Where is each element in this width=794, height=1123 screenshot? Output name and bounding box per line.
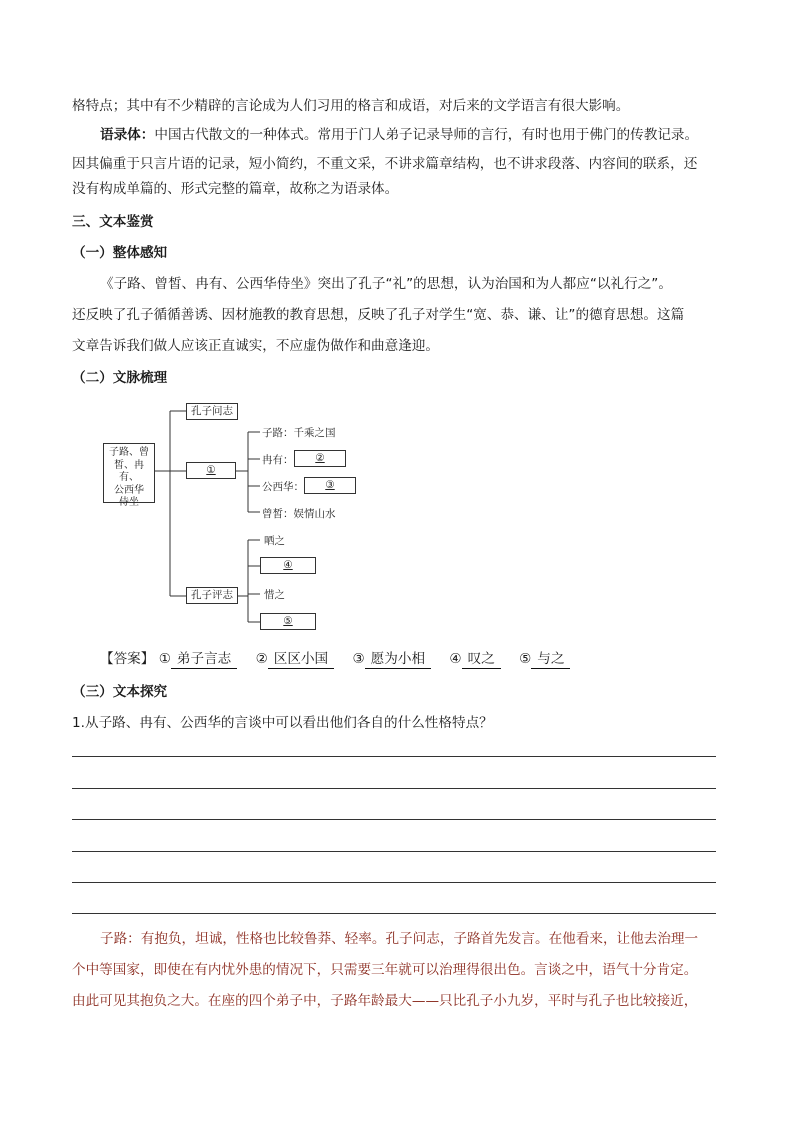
answer-line bbox=[72, 913, 716, 914]
root-line: 公西华 bbox=[114, 484, 144, 496]
box-confucius-comments: 孔子评志 bbox=[186, 587, 238, 604]
label-zilu: 子路：千乘之国 bbox=[262, 427, 336, 439]
label-zengxi: 曾皙：娱情山水 bbox=[262, 508, 336, 520]
paragraph-line: 因其偏重于只言片语的记录，短小简约，不重文采，不讲求篇章结构，也不讲求段落、内容间的联系，还 bbox=[72, 156, 698, 172]
blank-number-2: ② bbox=[315, 452, 325, 464]
box-blank-3 bbox=[304, 477, 356, 494]
reference-answer-line: 个中等国家，即使在有内忧外患的情况下，只需要三年就可以治理得很出色。言谈之中，语气十分肯定。 bbox=[72, 962, 698, 978]
answer-num: ④ bbox=[449, 651, 462, 667]
subsection-heading: （一）整体感知 bbox=[72, 245, 168, 261]
reference-text: 由此可见其抱负之大。在座的四个弟子中，子路年龄最大 bbox=[72, 993, 412, 1009]
answer-line bbox=[72, 851, 716, 852]
answer-row bbox=[100, 650, 584, 669]
answer-value: 区区小国 bbox=[268, 650, 334, 669]
reference-answer-line bbox=[72, 992, 732, 1010]
answer-line bbox=[72, 756, 716, 757]
root-line: 侍坐 bbox=[119, 497, 139, 508]
answer-line bbox=[72, 819, 716, 820]
term-definition: 中国古代散文的一种体式。常用于门人弟子记录导师的言行，有时也用于佛门的传教记录。 bbox=[154, 127, 699, 143]
root-line: 子路、曾 bbox=[109, 447, 149, 458]
box-confucius-asks: 孔子问志 bbox=[186, 403, 238, 420]
answer-num: ⑤ bbox=[519, 651, 532, 667]
subsection-heading: （二）文脉梳理 bbox=[72, 370, 168, 386]
paragraph-line bbox=[100, 126, 732, 144]
blank-number-4: ④ bbox=[283, 559, 293, 571]
paragraph-line: 《子路、曾皙、冉有、公西华侍坐》突出了孔子“礼”的思想，认为治国和为人都应“以礼行之”。 bbox=[100, 276, 672, 292]
answer-value: 与之 bbox=[531, 650, 570, 669]
reference-text: 只比孔子小九岁，平时与孔子也比较接近， bbox=[439, 993, 698, 1009]
answer-label: 【答案】 bbox=[100, 651, 155, 667]
box-blank-1 bbox=[186, 462, 236, 479]
paragraph-line: 还反映了孔子循循善诱、因材施教的教育思想，反映了孔子对学生“宽、恭、谦、让”的德育思想。这篇 bbox=[72, 307, 685, 323]
label-shenzhi: 哂之 bbox=[264, 535, 285, 547]
answer-value: 愿为小相 bbox=[365, 650, 431, 669]
answer-line bbox=[72, 788, 716, 789]
box-blank-4 bbox=[260, 557, 316, 574]
answer-num: ③ bbox=[352, 651, 365, 667]
box-blank-2 bbox=[294, 450, 346, 467]
label-gongxihua: 公西华： bbox=[262, 481, 304, 493]
section-heading: 三、文本鉴赏 bbox=[72, 214, 154, 230]
reference-answer-line: 子路：有抱负，坦诚，性格也比较鲁莽、轻率。孔子问志，子路首先发言。在他看来，让他去治理一 bbox=[100, 931, 699, 947]
label-ranyou: 冉有： bbox=[262, 454, 294, 466]
root-box bbox=[103, 443, 155, 508]
answer-value: 叹之 bbox=[462, 650, 501, 669]
blank-number-5: ⑤ bbox=[283, 615, 293, 627]
blank-number-3: ③ bbox=[325, 479, 335, 491]
em-dash: —— bbox=[411, 993, 440, 1009]
subsection-heading: （三）文本探究 bbox=[72, 684, 168, 700]
box-blank-5 bbox=[260, 613, 316, 630]
blank-number-1: ① bbox=[206, 464, 216, 476]
answer-num: ① bbox=[158, 651, 171, 667]
answer-value: 弟子言志 bbox=[171, 650, 237, 669]
root-line: 皙、冉有、 bbox=[114, 459, 144, 483]
question-1: 1.从子路、冉有、公西华的言谈中可以看出他们各自的什么性格特点？ bbox=[72, 715, 493, 731]
term-yulu: 语录体： bbox=[100, 127, 155, 143]
answer-num: ② bbox=[255, 651, 268, 667]
paragraph-line: 格特点；其中有不少精辟的言论成为人们习用的格言和成语，对后来的文学语言有很大影响。 bbox=[72, 98, 630, 114]
paragraph-line: 没有构成单篇的、形式完整的篇章，故称之为语录体。 bbox=[72, 181, 399, 197]
answer-line bbox=[72, 882, 716, 883]
paragraph-line: 文章告诉我们做人应该正直诚实，不应虚伪做作和曲意逢迎。 bbox=[72, 338, 440, 354]
label-jiezhi: 惜之 bbox=[264, 589, 285, 601]
